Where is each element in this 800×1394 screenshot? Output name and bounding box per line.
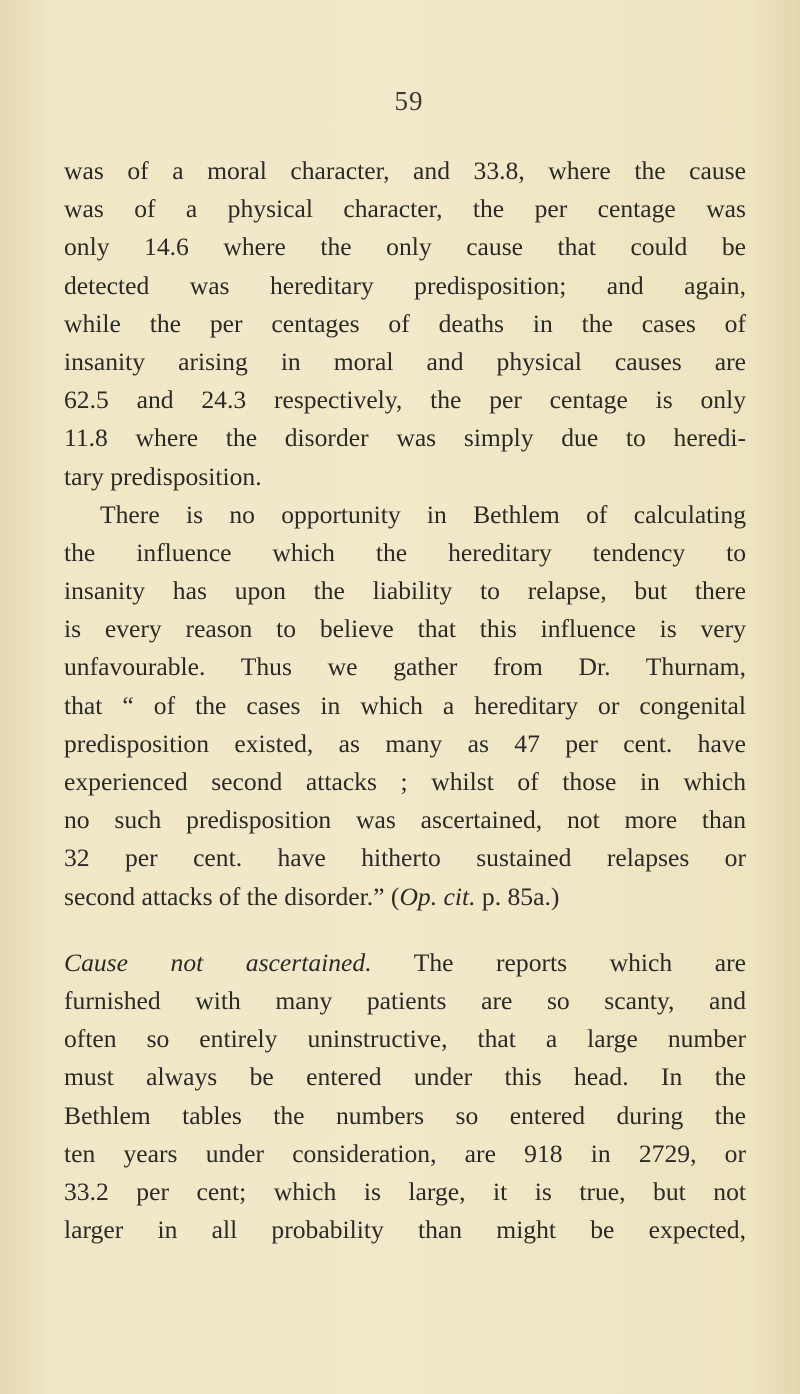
text-line: often so entirely uninstructive, that a large number: [64, 1024, 746, 1054]
paragraph-gap: [64, 916, 746, 944]
text-line: insanity arising in moral and physical causes are: [64, 346, 746, 376]
page-number: 59: [394, 86, 424, 116]
body-text: [64, 152, 746, 1249]
text-line: predisposition existed, as many as 47 per cent. have: [64, 728, 746, 758]
text-line: There is no opportunity in Bethlem of calculating: [100, 499, 746, 529]
text-line: 62.5 and 24.3 respectively, the per centage is only: [64, 385, 746, 415]
text-line: insanity has upon the liability to relapse, but there: [64, 576, 746, 606]
text-line: 11.8 where the disorder was simply due to heredi-: [64, 423, 746, 453]
text-line: [64, 878, 746, 916]
text-line: while the per centages of deaths in the cases of: [64, 308, 746, 338]
text-run: The reports which are: [371, 947, 746, 977]
text-line: tary predisposition.: [64, 461, 262, 491]
text-line: was of a moral character, and 33.8, where the cause: [64, 156, 746, 185]
text-line: ten years under consideration, are 918 in 2729, or: [64, 1138, 746, 1168]
text-line: is every reason to believe that this influence is very: [64, 614, 746, 644]
text-line: that “ of the cases in which a hereditary or congenital: [64, 690, 746, 720]
text-line: was of a physical character, the per centage was: [64, 194, 746, 224]
citation: Op. cit.: [399, 881, 476, 911]
text-line: no such predisposition was ascertained, not more than: [64, 805, 746, 835]
text-line: must always be entered under this head. In the: [64, 1062, 746, 1092]
text-line: 32 per cent. have hitherto sustained relapses or: [64, 843, 746, 873]
text-line: larger in all probability than might be expected,: [64, 1215, 746, 1245]
citation-page: p. 85a.): [475, 881, 560, 911]
text-line: the influence which the hereditary tendency to: [64, 537, 746, 567]
section-run-in-heading: Cause not ascertained.: [64, 947, 372, 977]
text-line: furnished with many patients are so scanty, and: [64, 985, 746, 1015]
text-line: detected was hereditary predisposition; and again,: [64, 270, 746, 300]
text-line: Bethlem tables the numbers so entered during the: [64, 1100, 746, 1130]
text-line: [64, 944, 746, 982]
text-line: only 14.6 where the only cause that could be: [64, 232, 746, 262]
text-line: unfavourable. Thus we gather from Dr. Thurnam,: [64, 652, 746, 682]
quote-end-text: second attacks of the disorder.” (: [64, 881, 400, 911]
text-line: experienced second attacks ; whilst of those in which: [64, 767, 746, 796]
text-line: 33.2 per cent; which is large, it is true, but not: [64, 1176, 746, 1206]
